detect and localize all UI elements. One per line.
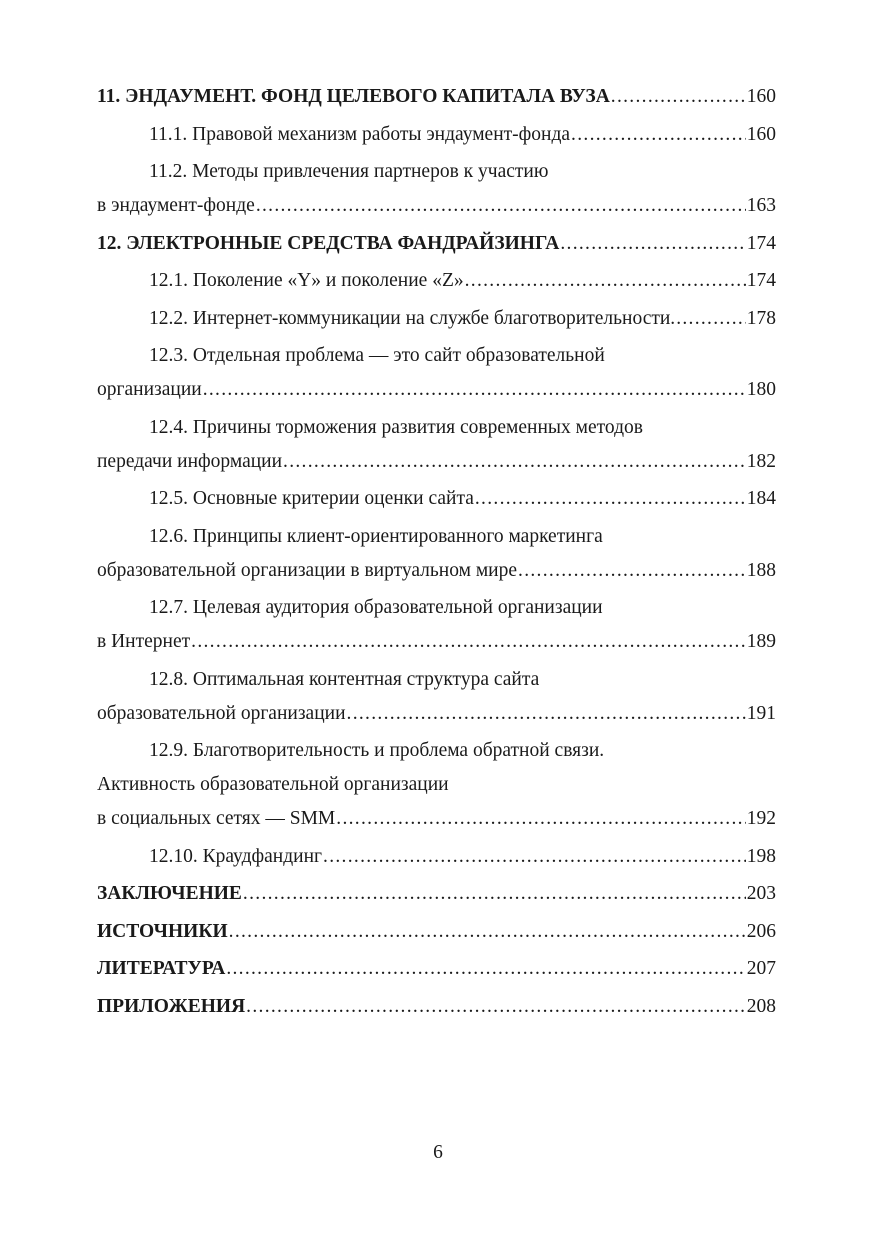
- dot-leader: [464, 264, 746, 298]
- toc-page-number: 192: [746, 808, 776, 829]
- toc-entry-row: [97, 625, 776, 659]
- dot-leader: [610, 80, 746, 114]
- toc-chapter-entry: [97, 877, 776, 911]
- toc-page-number: 184: [746, 488, 776, 509]
- dot-leader: [225, 952, 745, 986]
- toc-entry-row: [97, 118, 776, 152]
- toc-page-number: 208: [746, 995, 776, 1017]
- dot-leader: [335, 802, 745, 836]
- toc-entry-title: 11.1. Правовой механизм работы эндаумент-фонда: [149, 123, 571, 145]
- dot-leader: [675, 302, 746, 336]
- toc-entry-title: организации: [97, 379, 202, 400]
- toc-entry-row: [97, 915, 776, 949]
- toc-entry-title: ПРИЛОЖЕНИЯ: [97, 995, 246, 1017]
- dot-leader: [190, 625, 746, 659]
- dot-leader: [474, 482, 746, 516]
- toc-page-number: 188: [746, 559, 776, 581]
- toc-entry-row: [97, 264, 776, 298]
- dot-leader: [202, 373, 746, 407]
- dot-leader: [559, 227, 745, 261]
- toc-page-number: 203: [746, 883, 776, 904]
- toc-entry-title: ЗАКЛЮЧЕНИЕ: [97, 883, 242, 904]
- dot-leader: [255, 189, 746, 223]
- toc-page-number: 160: [746, 86, 776, 107]
- toc-entry-row: [97, 302, 776, 336]
- toc-section-entry: [97, 663, 776, 731]
- toc-entry-row: [97, 554, 776, 588]
- toc-entry-row: [97, 697, 776, 731]
- table-of-contents: [97, 80, 776, 1027]
- toc-entry-title-line: 12.9. Благотворительность и проблема обратной связи.: [149, 740, 605, 761]
- toc-entry-row: [97, 445, 776, 479]
- toc-entry-title: образовательной организации в виртуальном мире: [97, 559, 518, 581]
- toc-entry-title-line: Активность образовательной организации: [97, 774, 449, 795]
- toc-entry-title: передачи информации: [97, 450, 283, 472]
- toc-page-number: 191: [746, 702, 776, 724]
- toc-entry-title: 11. ЭНДАУМЕНТ. ФОНД ЦЕЛЕВОГО КАПИТАЛА ВУЗА: [97, 86, 610, 107]
- toc-section-entry: [97, 155, 776, 223]
- toc-entry-title-line: 12.6. Принципы клиент-ориентированного маркетинга: [149, 525, 603, 547]
- dot-leader: [245, 990, 746, 1024]
- toc-entry-title: в эндаумент-фонде: [97, 195, 255, 216]
- toc-entry-title-line: 12.3. Отдельная проблема — это сайт образовательной: [149, 345, 605, 366]
- toc-page-number: 163: [746, 195, 776, 216]
- toc-entry-title: в Интернет: [97, 631, 191, 652]
- toc-entry-title-line: 12.8. Оптимальная контентная структура сайта: [149, 668, 540, 690]
- toc-entry-row: [97, 802, 776, 836]
- dot-leader: [228, 915, 746, 949]
- toc-entry-row: [97, 840, 776, 874]
- toc-entry-title: 12.5. Основные критерии оценки сайта: [149, 488, 474, 509]
- toc-chapter-entry: [97, 952, 776, 986]
- toc-page-number: 198: [746, 845, 776, 867]
- toc-entry-row: [97, 952, 776, 986]
- toc-page-number: 207: [746, 958, 776, 979]
- toc-section-entry: [97, 591, 776, 659]
- toc-entry-title: образовательной организации: [97, 702, 346, 724]
- toc-entry-title: ИСТОЧНИКИ: [97, 920, 228, 942]
- toc-page-number: 189: [746, 631, 776, 652]
- toc-chapter-entry: [97, 990, 776, 1024]
- dot-leader: [322, 840, 746, 874]
- toc-section-entry: [97, 339, 776, 407]
- dot-leader: [242, 877, 746, 911]
- dot-leader: [346, 697, 746, 731]
- toc-entry-title: в социальных сетях — SMM: [97, 808, 336, 829]
- toc-entry-title: ЛИТЕРАТУРА: [97, 958, 226, 979]
- toc-entry-row: [97, 482, 776, 516]
- toc-page-number: 174: [746, 232, 776, 254]
- page-number: 6: [433, 1142, 443, 1163]
- toc-entry-row: [97, 373, 776, 407]
- toc-entry-title-line: 12.4. Причины торможения развития современных методов: [149, 416, 643, 438]
- toc-entry-row: [97, 877, 776, 911]
- toc-page-number: 160: [746, 123, 776, 145]
- dot-leader: [282, 445, 746, 479]
- toc-page-number: 174: [746, 270, 776, 291]
- dot-leader: [517, 554, 746, 588]
- toc-chapter-entry: [97, 227, 776, 261]
- toc-section-entry: [97, 482, 776, 516]
- toc-entry-row: [97, 990, 776, 1024]
- toc-entry-row: [97, 227, 776, 261]
- toc-chapter-entry: [97, 915, 776, 949]
- toc-page-number: 178: [746, 307, 776, 329]
- toc-page-number: 180: [746, 379, 776, 400]
- toc-entry-title-line: 12.7. Целевая аудитория образовательной организации: [149, 597, 603, 618]
- toc-page-number: 182: [746, 450, 776, 472]
- toc-section-entry: [97, 520, 776, 588]
- toc-entry-title-line: 11.2. Методы привлечения партнеров к участию: [149, 161, 549, 182]
- toc-section-entry: [97, 264, 776, 298]
- dot-leader: [570, 118, 746, 152]
- toc-section-entry: [97, 734, 776, 836]
- toc-page-number: 206: [746, 920, 776, 942]
- toc-chapter-entry: [97, 80, 776, 114]
- toc-entry-row: [97, 80, 776, 114]
- toc-section-entry: [97, 840, 776, 874]
- toc-section-entry: [97, 302, 776, 336]
- toc-entry-row: [97, 189, 776, 223]
- toc-section-entry: [97, 118, 776, 152]
- toc-entry-title: 12.2. Интернет-коммуникации на службе благотворительности.: [149, 307, 676, 329]
- toc-entry-title: 12.10. Краудфандинг: [149, 845, 323, 867]
- toc-entry-title: 12.1. Поколение «Y» и поколение «Z»: [149, 270, 464, 291]
- toc-entry-title: 12. ЭЛЕКТРОННЫЕ СРЕДСТВА ФАНДРАЙЗИНГА: [97, 232, 560, 254]
- toc-section-entry: [97, 411, 776, 479]
